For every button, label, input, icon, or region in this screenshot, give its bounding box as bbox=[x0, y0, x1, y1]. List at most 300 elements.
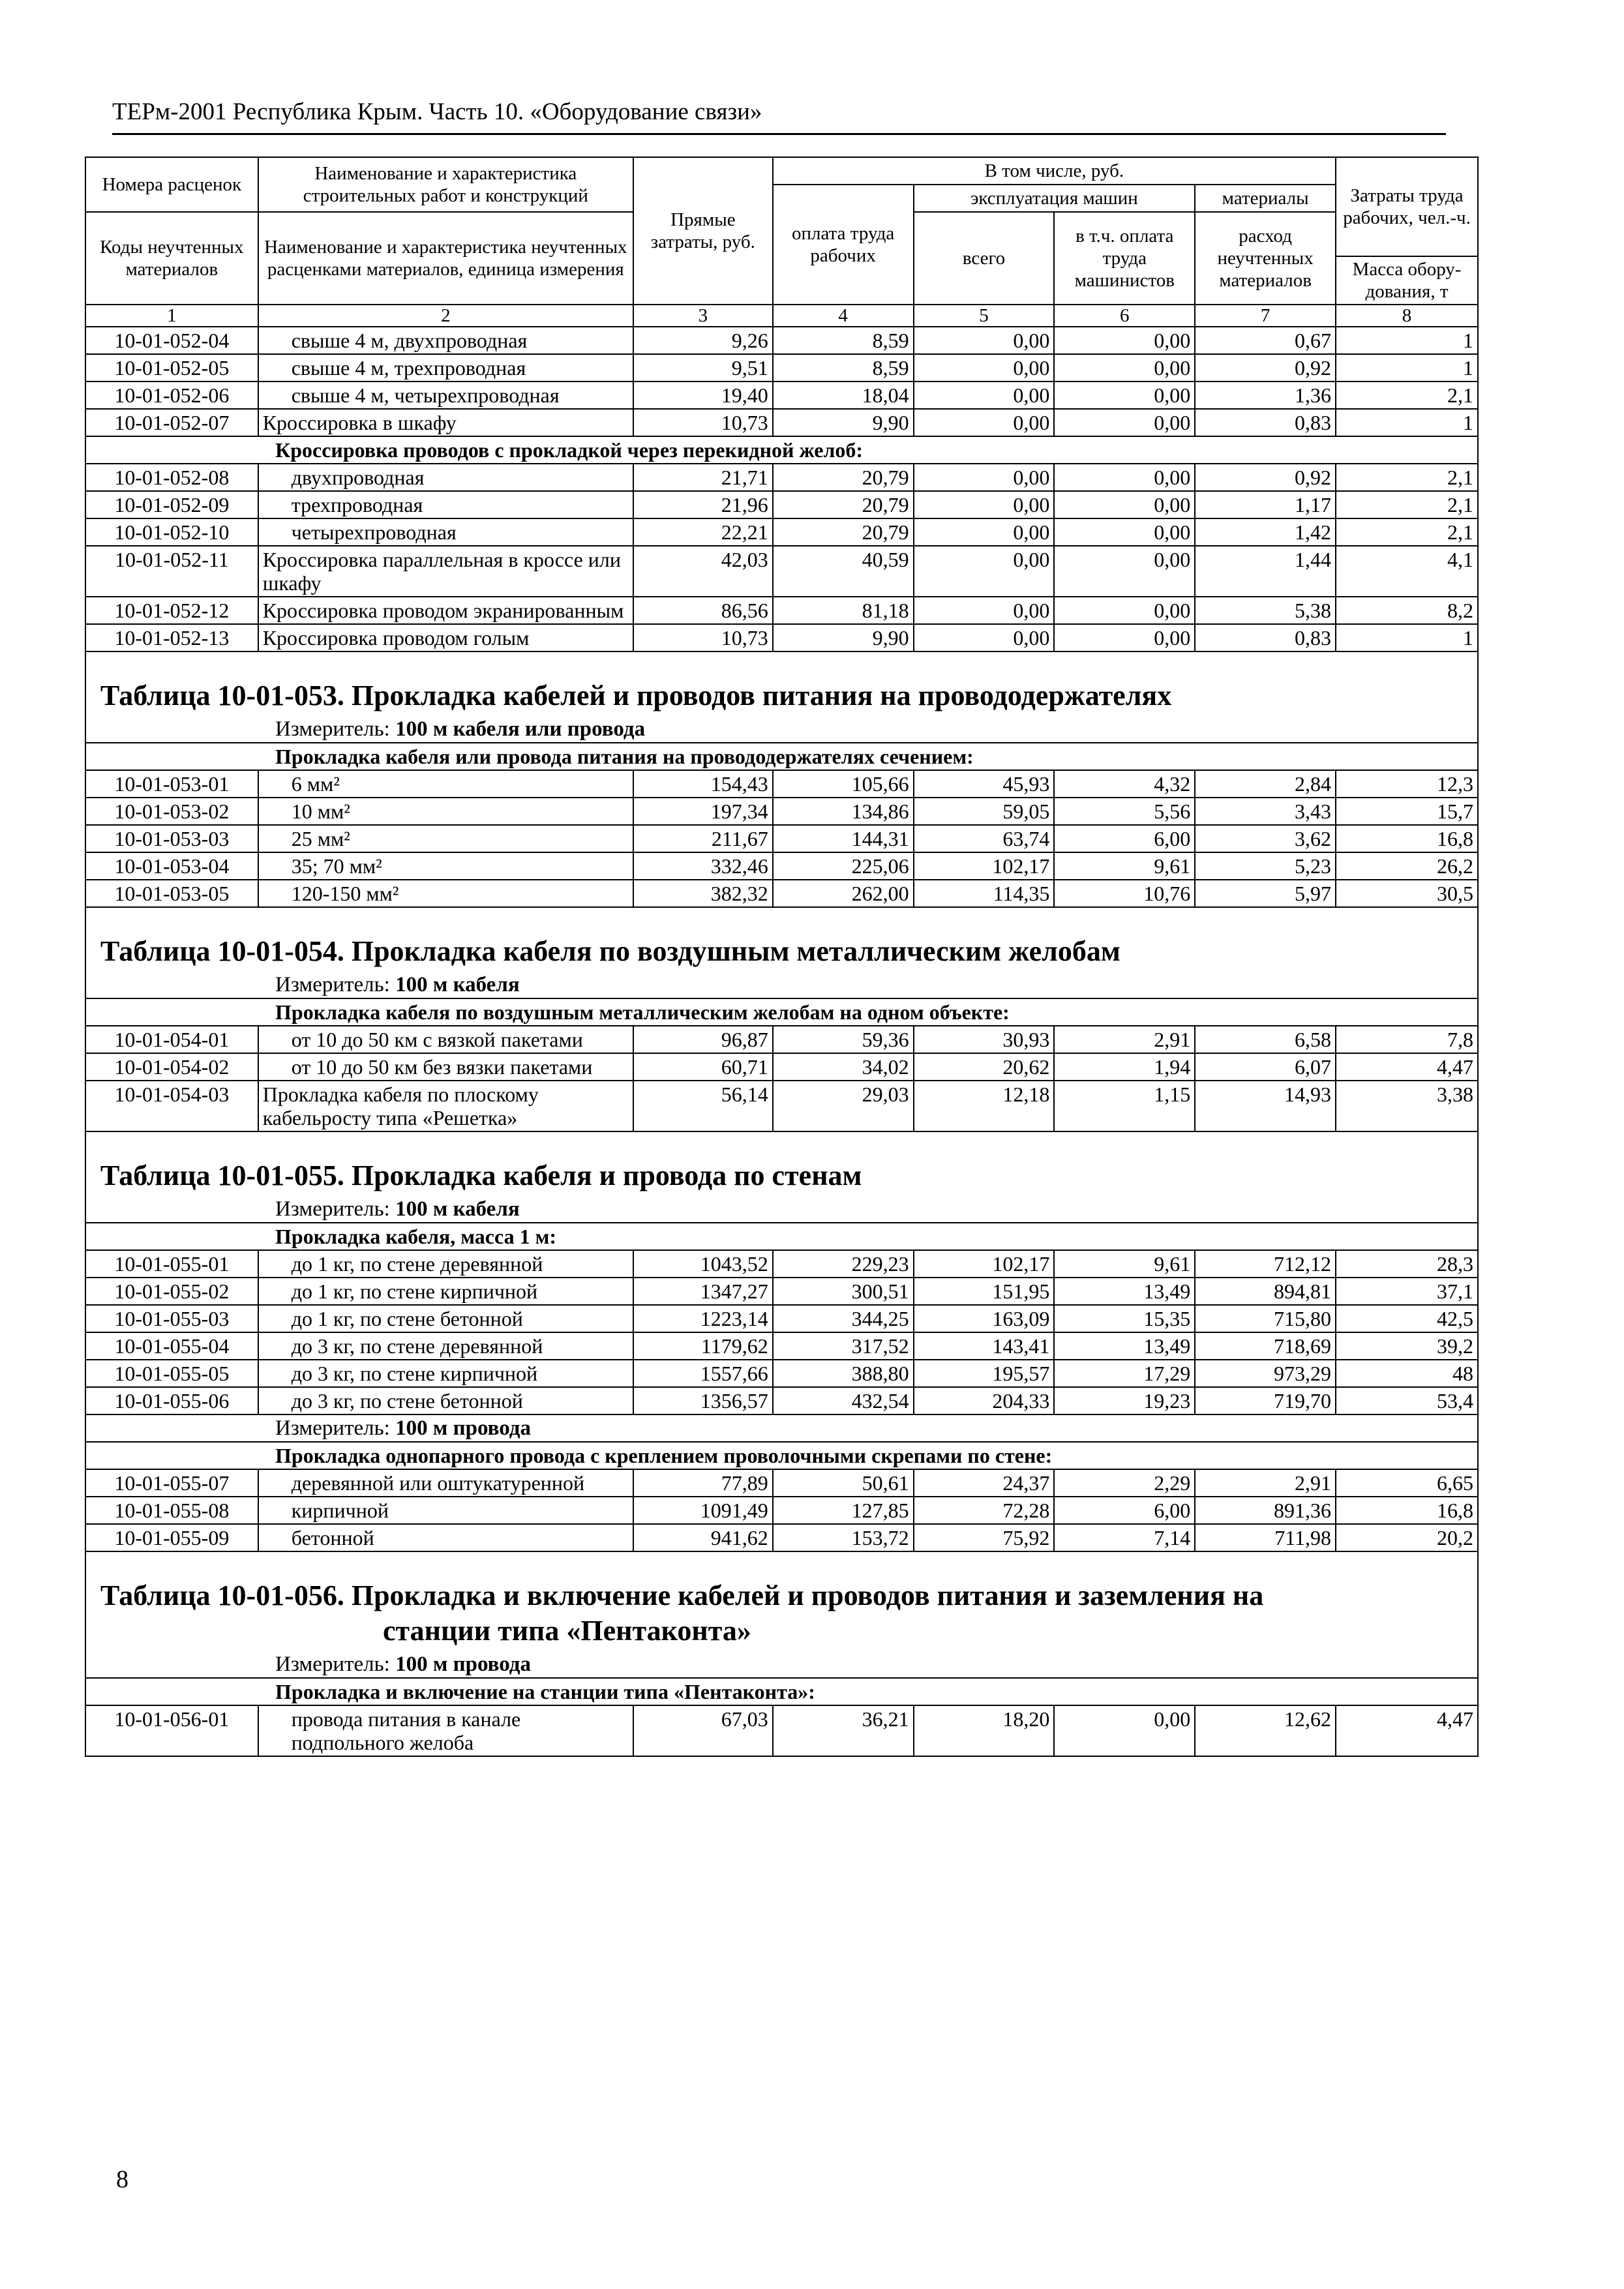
table-row bbox=[85, 1250, 1478, 1278]
rate-name: бетонной bbox=[258, 1524, 633, 1551]
rate-name: от 10 до 50 км без вязки пакетами bbox=[258, 1053, 633, 1081]
table-row bbox=[85, 327, 1478, 354]
header-labor: Затраты труда рабочих, чел.-ч. bbox=[1336, 157, 1478, 256]
direct-costs-value: 1356,57 bbox=[633, 1387, 773, 1414]
materials-value: 14,93 bbox=[1195, 1081, 1336, 1131]
group-title: Кроссировка проводов с прокладкой через перекидной желоб: bbox=[85, 436, 1478, 464]
wages-value: 34,02 bbox=[773, 1053, 914, 1081]
wages-value: 262,00 bbox=[773, 880, 914, 907]
machines-wages-value: 0,00 bbox=[1054, 597, 1195, 624]
table-title-continuation: станции типа «Пентаконта» bbox=[383, 1615, 751, 1647]
rate-code: 10-01-052-06 bbox=[85, 382, 258, 409]
labor-value: 1 bbox=[1336, 409, 1478, 436]
labor-value: 28,3 bbox=[1336, 1250, 1478, 1278]
rate-name: четырехпроводная bbox=[258, 518, 633, 546]
spacer-row bbox=[85, 1551, 1478, 1574]
table-row bbox=[85, 354, 1478, 382]
wages-value: 40,59 bbox=[773, 546, 914, 597]
machines-total-value: 102,17 bbox=[914, 852, 1055, 880]
labor-value: 12,3 bbox=[1336, 770, 1478, 798]
header-col1-top: Номера расценок bbox=[85, 157, 258, 212]
rate-code: 10-01-055-01 bbox=[85, 1250, 258, 1278]
table-title-row bbox=[85, 930, 1478, 972]
labor-value: 39,2 bbox=[1336, 1332, 1478, 1360]
rate-code: 10-01-053-02 bbox=[85, 798, 258, 825]
unit-cell bbox=[85, 1414, 1478, 1442]
rate-code: 10-01-053-03 bbox=[85, 825, 258, 852]
machines-total-value: 59,05 bbox=[914, 798, 1055, 825]
materials-value: 894,81 bbox=[1195, 1278, 1336, 1305]
machines-wages-value: 0,00 bbox=[1054, 491, 1195, 518]
colnum: 8 bbox=[1336, 305, 1478, 327]
machines-total-value: 0,00 bbox=[914, 546, 1055, 597]
table-row bbox=[85, 880, 1478, 907]
machines-total-value: 63,74 bbox=[914, 825, 1055, 852]
unit-row bbox=[85, 1651, 1478, 1678]
table-row bbox=[85, 1387, 1478, 1414]
wages-value: 229,23 bbox=[773, 1250, 914, 1278]
labor-value: 8,2 bbox=[1336, 597, 1478, 624]
rate-name: Прокладка кабеля по плоскому кабельросту типа «Решетка» bbox=[258, 1081, 633, 1131]
table-row bbox=[85, 1053, 1478, 1081]
materials-value: 718,69 bbox=[1195, 1332, 1336, 1360]
rate-name: 35; 70 мм² bbox=[258, 852, 633, 880]
rate-code: 10-01-055-06 bbox=[85, 1387, 258, 1414]
wages-value: 317,52 bbox=[773, 1332, 914, 1360]
page-number: 8 bbox=[116, 2166, 128, 2193]
machines-total-value: 0,00 bbox=[914, 624, 1055, 651]
table-header bbox=[85, 157, 1478, 327]
group-row bbox=[85, 436, 1478, 464]
rate-name: 25 мм² bbox=[258, 825, 633, 852]
table-title-row bbox=[85, 1574, 1478, 1651]
machines-wages-value: 2,29 bbox=[1054, 1469, 1195, 1497]
wages-value: 9,90 bbox=[773, 624, 914, 651]
wages-value: 300,51 bbox=[773, 1278, 914, 1305]
table-row bbox=[85, 1278, 1478, 1305]
rate-name: деревянной или оштукатуренной bbox=[258, 1469, 633, 1497]
wages-value: 20,79 bbox=[773, 491, 914, 518]
direct-costs-value: 21,71 bbox=[633, 464, 773, 491]
unit-value: 100 м провода bbox=[395, 1416, 531, 1440]
spacer bbox=[85, 907, 1478, 930]
rate-code: 10-01-052-07 bbox=[85, 409, 258, 436]
direct-costs-value: 77,89 bbox=[633, 1469, 773, 1497]
table-title bbox=[85, 1154, 1478, 1196]
labor-value: 37,1 bbox=[1336, 1278, 1478, 1305]
machines-wages-value: 9,61 bbox=[1054, 852, 1195, 880]
labor-value: 6,65 bbox=[1336, 1469, 1478, 1497]
table-title-row bbox=[85, 1154, 1478, 1196]
materials-value: 5,23 bbox=[1195, 852, 1336, 880]
labor-value: 30,5 bbox=[1336, 880, 1478, 907]
rate-code: 10-01-055-09 bbox=[85, 1524, 258, 1551]
rate-name: двухпроводная bbox=[258, 464, 633, 491]
labor-value: 53,4 bbox=[1336, 1387, 1478, 1414]
spacer bbox=[85, 1131, 1478, 1154]
direct-costs-value: 382,32 bbox=[633, 880, 773, 907]
machines-total-value: 0,00 bbox=[914, 464, 1055, 491]
direct-costs-value: 10,73 bbox=[633, 409, 773, 436]
machines-total-value: 72,28 bbox=[914, 1497, 1055, 1524]
rate-code: 10-01-052-10 bbox=[85, 518, 258, 546]
labor-value: 26,2 bbox=[1336, 852, 1478, 880]
direct-costs-value: 332,46 bbox=[633, 852, 773, 880]
table-row bbox=[85, 1524, 1478, 1551]
materials-value: 719,70 bbox=[1195, 1387, 1336, 1414]
materials-value: 0,83 bbox=[1195, 624, 1336, 651]
rate-name: свыше 4 м, трехпроводная bbox=[258, 354, 633, 382]
materials-value: 5,97 bbox=[1195, 880, 1336, 907]
table-row bbox=[85, 825, 1478, 852]
header-col2-top: Наименование и характеристика строительных работ и конструкций bbox=[258, 157, 633, 212]
labor-value: 2,1 bbox=[1336, 491, 1478, 518]
table-row bbox=[85, 1332, 1478, 1360]
rate-code: 10-01-052-11 bbox=[85, 546, 258, 597]
wages-value: 127,85 bbox=[773, 1497, 914, 1524]
unit-value: 100 м кабеля bbox=[395, 1197, 520, 1221]
wages-value: 50,61 bbox=[773, 1469, 914, 1497]
unit-value: 100 м провода bbox=[395, 1653, 531, 1676]
spacer-row bbox=[85, 1131, 1478, 1154]
header-including: В том числе, руб. bbox=[773, 157, 1336, 185]
table-row bbox=[85, 1026, 1478, 1053]
table-row bbox=[85, 770, 1478, 798]
unit-value: 100 м кабеля или провода bbox=[395, 717, 646, 741]
direct-costs-value: 154,43 bbox=[633, 770, 773, 798]
table-row bbox=[85, 382, 1478, 409]
machines-wages-value: 6,00 bbox=[1054, 1497, 1195, 1524]
wages-value: 8,59 bbox=[773, 354, 914, 382]
rate-code: 10-01-052-08 bbox=[85, 464, 258, 491]
machines-wages-value: 7,14 bbox=[1054, 1524, 1195, 1551]
group-title: Прокладка кабеля, масса 1 м: bbox=[85, 1223, 1478, 1250]
table-row bbox=[85, 409, 1478, 436]
table-row bbox=[85, 1469, 1478, 1497]
materials-value: 0,92 bbox=[1195, 464, 1336, 491]
materials-value: 0,83 bbox=[1195, 409, 1336, 436]
rate-code: 10-01-052-05 bbox=[85, 354, 258, 382]
rate-code: 10-01-054-01 bbox=[85, 1026, 258, 1053]
machines-total-value: 102,17 bbox=[914, 1250, 1055, 1278]
rate-name: 10 мм² bbox=[258, 798, 633, 825]
machines-total-value: 0,00 bbox=[914, 518, 1055, 546]
labor-value: 20,2 bbox=[1336, 1524, 1478, 1551]
machines-total-value: 12,18 bbox=[914, 1081, 1055, 1131]
unit-label: Измеритель: bbox=[275, 1416, 390, 1440]
header-mass: Масса обору-дования, т bbox=[1336, 256, 1478, 305]
materials-value: 2,84 bbox=[1195, 770, 1336, 798]
materials-value: 711,98 bbox=[1195, 1524, 1336, 1551]
materials-value: 973,29 bbox=[1195, 1360, 1336, 1387]
rate-name: от 10 до 50 км с вязкой пакетами bbox=[258, 1026, 633, 1053]
direct-costs-value: 96,87 bbox=[633, 1026, 773, 1053]
labor-value: 16,8 bbox=[1336, 825, 1478, 852]
labor-value: 4,47 bbox=[1336, 1705, 1478, 1756]
rate-code: 10-01-055-07 bbox=[85, 1469, 258, 1497]
wages-value: 20,79 bbox=[773, 518, 914, 546]
materials-value: 3,43 bbox=[1195, 798, 1336, 825]
table-row bbox=[85, 546, 1478, 597]
rate-code: 10-01-052-09 bbox=[85, 491, 258, 518]
machines-total-value: 163,09 bbox=[914, 1305, 1055, 1332]
unit-cell bbox=[85, 716, 1478, 743]
wages-value: 81,18 bbox=[773, 597, 914, 624]
wages-value: 8,59 bbox=[773, 327, 914, 354]
materials-value: 1,44 bbox=[1195, 546, 1336, 597]
unit-row bbox=[85, 1414, 1478, 1442]
table-row bbox=[85, 1705, 1478, 1756]
group-title: Прокладка однопарного провода с креплением проволочными скрепами по стене: bbox=[85, 1442, 1478, 1469]
colnum: 6 bbox=[1054, 305, 1195, 327]
direct-costs-value: 9,51 bbox=[633, 354, 773, 382]
table-row bbox=[85, 624, 1478, 651]
machines-wages-value: 6,00 bbox=[1054, 825, 1195, 852]
direct-costs-value: 60,71 bbox=[633, 1053, 773, 1081]
wages-value: 59,36 bbox=[773, 1026, 914, 1053]
unit-cell bbox=[85, 972, 1478, 998]
labor-value: 1 bbox=[1336, 354, 1478, 382]
rate-name: 120-150 мм² bbox=[258, 880, 633, 907]
table-row bbox=[85, 1305, 1478, 1332]
machines-total-value: 0,00 bbox=[914, 597, 1055, 624]
machines-wages-value: 1,94 bbox=[1054, 1053, 1195, 1081]
direct-costs-value: 86,56 bbox=[633, 597, 773, 624]
machines-wages-value: 0,00 bbox=[1054, 409, 1195, 436]
table-row bbox=[85, 491, 1478, 518]
wages-value: 29,03 bbox=[773, 1081, 914, 1131]
machines-wages-value: 0,00 bbox=[1054, 382, 1195, 409]
rate-name: до 1 кг, по стене бетонной bbox=[258, 1305, 633, 1332]
machines-wages-value: 0,00 bbox=[1054, 464, 1195, 491]
machines-total-value: 0,00 bbox=[914, 382, 1055, 409]
direct-costs-value: 22,21 bbox=[633, 518, 773, 546]
unit-value: 100 м кабеля bbox=[395, 973, 520, 996]
direct-costs-value: 1347,27 bbox=[633, 1278, 773, 1305]
wages-value: 432,54 bbox=[773, 1387, 914, 1414]
table-row bbox=[85, 597, 1478, 624]
machines-total-value: 18,20 bbox=[914, 1705, 1055, 1756]
machines-total-value: 195,57 bbox=[914, 1360, 1055, 1387]
materials-value: 3,62 bbox=[1195, 825, 1336, 852]
direct-costs-value: 9,26 bbox=[633, 327, 773, 354]
direct-costs-value: 1043,52 bbox=[633, 1250, 773, 1278]
machines-total-value: 114,35 bbox=[914, 880, 1055, 907]
group-title: Прокладка кабеля или провода питания на провододержателях сечением: bbox=[85, 743, 1478, 770]
labor-value: 15,7 bbox=[1336, 798, 1478, 825]
rate-code: 10-01-053-01 bbox=[85, 770, 258, 798]
rate-name: свыше 4 м, четырехпроводная bbox=[258, 382, 633, 409]
labor-value: 2,1 bbox=[1336, 518, 1478, 546]
group-row bbox=[85, 1442, 1478, 1469]
table-row bbox=[85, 1081, 1478, 1131]
materials-value: 712,12 bbox=[1195, 1250, 1336, 1278]
machines-wages-value: 13,49 bbox=[1054, 1332, 1195, 1360]
machines-wages-value: 17,29 bbox=[1054, 1360, 1195, 1387]
machines-total-value: 143,41 bbox=[914, 1332, 1055, 1360]
rate-code: 10-01-055-05 bbox=[85, 1360, 258, 1387]
price-table bbox=[85, 157, 1479, 1757]
rate-code: 10-01-054-02 bbox=[85, 1053, 258, 1081]
machines-wages-value: 4,32 bbox=[1054, 770, 1195, 798]
rate-name: Кроссировка проводом экранированным bbox=[258, 597, 633, 624]
machines-wages-value: 0,00 bbox=[1054, 327, 1195, 354]
column-numbers bbox=[85, 305, 1478, 327]
table-title bbox=[85, 674, 1478, 716]
labor-value: 2,1 bbox=[1336, 464, 1478, 491]
colnum: 5 bbox=[914, 305, 1055, 327]
materials-value: 6,58 bbox=[1195, 1026, 1336, 1053]
rate-code: 10-01-052-12 bbox=[85, 597, 258, 624]
direct-costs-value: 10,73 bbox=[633, 624, 773, 651]
table-title bbox=[85, 930, 1478, 972]
machines-total-value: 45,93 bbox=[914, 770, 1055, 798]
rate-code: 10-01-053-04 bbox=[85, 852, 258, 880]
unit-label: Измеритель: bbox=[275, 1653, 390, 1676]
table-row bbox=[85, 852, 1478, 880]
wages-value: 36,21 bbox=[773, 1705, 914, 1756]
spacer-row bbox=[85, 907, 1478, 930]
materials-value: 1,36 bbox=[1195, 382, 1336, 409]
labor-value: 1 bbox=[1336, 624, 1478, 651]
materials-value: 2,91 bbox=[1195, 1469, 1336, 1497]
table-row bbox=[85, 798, 1478, 825]
table-title-text: Таблица 10-01-056. Прокладка и включение кабелей и проводов питания и заземления на bbox=[100, 1579, 1264, 1611]
spacer bbox=[85, 1551, 1478, 1574]
machines-wages-value: 19,23 bbox=[1054, 1387, 1195, 1414]
labor-value: 7,8 bbox=[1336, 1026, 1478, 1053]
wages-value: 9,90 bbox=[773, 409, 914, 436]
rate-name: кирпичной bbox=[258, 1497, 633, 1524]
colnum: 4 bbox=[773, 305, 914, 327]
machines-total-value: 24,37 bbox=[914, 1469, 1055, 1497]
wages-value: 344,25 bbox=[773, 1305, 914, 1332]
rate-name: провода питания в канале подпольного желоба bbox=[258, 1705, 633, 1756]
group-row bbox=[85, 1678, 1478, 1705]
rate-name: трехпроводная bbox=[258, 491, 633, 518]
group-title: Прокладка и включение на станции типа «Пентаконта»: bbox=[85, 1678, 1478, 1705]
labor-value: 3,38 bbox=[1336, 1081, 1478, 1131]
machines-wages-value: 2,91 bbox=[1054, 1026, 1195, 1053]
labor-value: 16,8 bbox=[1336, 1497, 1478, 1524]
direct-costs-value: 1557,66 bbox=[633, 1360, 773, 1387]
direct-costs-value: 197,34 bbox=[633, 798, 773, 825]
machines-wages-value: 15,35 bbox=[1054, 1305, 1195, 1332]
table-row bbox=[85, 464, 1478, 491]
rate-code: 10-01-054-03 bbox=[85, 1081, 258, 1131]
materials-value: 1,17 bbox=[1195, 491, 1336, 518]
rate-code: 10-01-052-04 bbox=[85, 327, 258, 354]
unit-cell bbox=[85, 1651, 1478, 1678]
materials-value: 1,42 bbox=[1195, 518, 1336, 546]
machines-total-value: 0,00 bbox=[914, 491, 1055, 518]
machines-wages-value: 0,00 bbox=[1054, 1705, 1195, 1756]
rate-code: 10-01-055-08 bbox=[85, 1497, 258, 1524]
header-col2-bottom: Наименование и характеристика неучтенных расценками материалов, единица измерения bbox=[258, 212, 633, 305]
colnum: 1 bbox=[85, 305, 258, 327]
rate-code: 10-01-052-13 bbox=[85, 624, 258, 651]
direct-costs-value: 19,40 bbox=[633, 382, 773, 409]
materials-value: 0,92 bbox=[1195, 354, 1336, 382]
rate-name: до 3 кг, по стене деревянной bbox=[258, 1332, 633, 1360]
group-row bbox=[85, 1223, 1478, 1250]
machines-wages-value: 0,00 bbox=[1054, 624, 1195, 651]
table-title-text: Таблица 10-01-055. Прокладка кабеля и провода по стенам bbox=[100, 1159, 862, 1191]
group-row bbox=[85, 743, 1478, 770]
spacer bbox=[85, 651, 1478, 674]
labor-value: 4,1 bbox=[1336, 546, 1478, 597]
labor-value: 48 bbox=[1336, 1360, 1478, 1387]
machines-wages-value: 0,00 bbox=[1054, 354, 1195, 382]
labor-value: 2,1 bbox=[1336, 382, 1478, 409]
rate-code: 10-01-056-01 bbox=[85, 1705, 258, 1756]
machines-total-value: 20,62 bbox=[914, 1053, 1055, 1081]
machines-wages-value: 10,76 bbox=[1054, 880, 1195, 907]
spacer-row bbox=[85, 651, 1478, 674]
wages-value: 20,79 bbox=[773, 464, 914, 491]
materials-value: 891,36 bbox=[1195, 1497, 1336, 1524]
machines-total-value: 0,00 bbox=[914, 409, 1055, 436]
machines-wages-value: 0,00 bbox=[1054, 546, 1195, 597]
wages-value: 388,80 bbox=[773, 1360, 914, 1387]
header-materials-bottom: расход неучтенных материалов bbox=[1195, 212, 1336, 305]
direct-costs-value: 1179,62 bbox=[633, 1332, 773, 1360]
unit-row bbox=[85, 1196, 1478, 1223]
rate-code: 10-01-055-04 bbox=[85, 1332, 258, 1360]
group-title: Прокладка кабеля по воздушным металлическим желобам на одном объекте: bbox=[85, 998, 1478, 1026]
direct-costs-value: 1091,49 bbox=[633, 1497, 773, 1524]
header-wages: оплата труда рабочих bbox=[773, 185, 914, 305]
labor-value: 1 bbox=[1336, 327, 1478, 354]
machines-total-value: 151,95 bbox=[914, 1278, 1055, 1305]
machines-wages-value: 13,49 bbox=[1054, 1278, 1195, 1305]
rate-name: Кроссировка параллельная в кроссе или шкафу bbox=[258, 546, 633, 597]
direct-costs-value: 21,96 bbox=[633, 491, 773, 518]
table-body bbox=[85, 327, 1478, 1756]
direct-costs-value: 42,03 bbox=[633, 546, 773, 597]
wages-value: 105,66 bbox=[773, 770, 914, 798]
header-col1-bottom: Коды неучтенных материалов bbox=[85, 212, 258, 305]
machines-total-value: 75,92 bbox=[914, 1524, 1055, 1551]
machines-wages-value: 1,15 bbox=[1054, 1081, 1195, 1131]
table-title-text: Таблица 10-01-054. Прокладка кабеля по воздушным металлическим желобам bbox=[100, 935, 1120, 967]
header-machines-wages: в т.ч. оплата труда машинистов bbox=[1054, 212, 1195, 305]
rate-code: 10-01-053-05 bbox=[85, 880, 258, 907]
rate-name: до 1 кг, по стене деревянной bbox=[258, 1250, 633, 1278]
unit-cell bbox=[85, 1196, 1478, 1223]
materials-value: 5,38 bbox=[1195, 597, 1336, 624]
header-materials: материалы bbox=[1195, 185, 1336, 212]
rate-name: до 3 кг, по стене бетонной bbox=[258, 1387, 633, 1414]
wages-value: 144,31 bbox=[773, 825, 914, 852]
table-row bbox=[85, 1360, 1478, 1387]
rate-name: до 3 кг, по стене кирпичной bbox=[258, 1360, 633, 1387]
rate-name: 6 мм² bbox=[258, 770, 633, 798]
page-header: ТЕРм-2001 Республика Крым. Часть 10. «Оборудование связи» bbox=[112, 98, 1446, 135]
header-direct-costs: Прямые затраты, руб. bbox=[633, 157, 773, 305]
machines-wages-value: 9,61 bbox=[1054, 1250, 1195, 1278]
rate-code: 10-01-055-02 bbox=[85, 1278, 258, 1305]
colnum: 2 bbox=[258, 305, 633, 327]
colnum: 3 bbox=[633, 305, 773, 327]
unit-row bbox=[85, 972, 1478, 998]
rate-name: Кроссировка проводом голым bbox=[258, 624, 633, 651]
wages-value: 18,04 bbox=[773, 382, 914, 409]
table-title-row bbox=[85, 674, 1478, 716]
machines-total-value: 30,93 bbox=[914, 1026, 1055, 1053]
table-row bbox=[85, 1497, 1478, 1524]
machines-total-value: 0,00 bbox=[914, 327, 1055, 354]
